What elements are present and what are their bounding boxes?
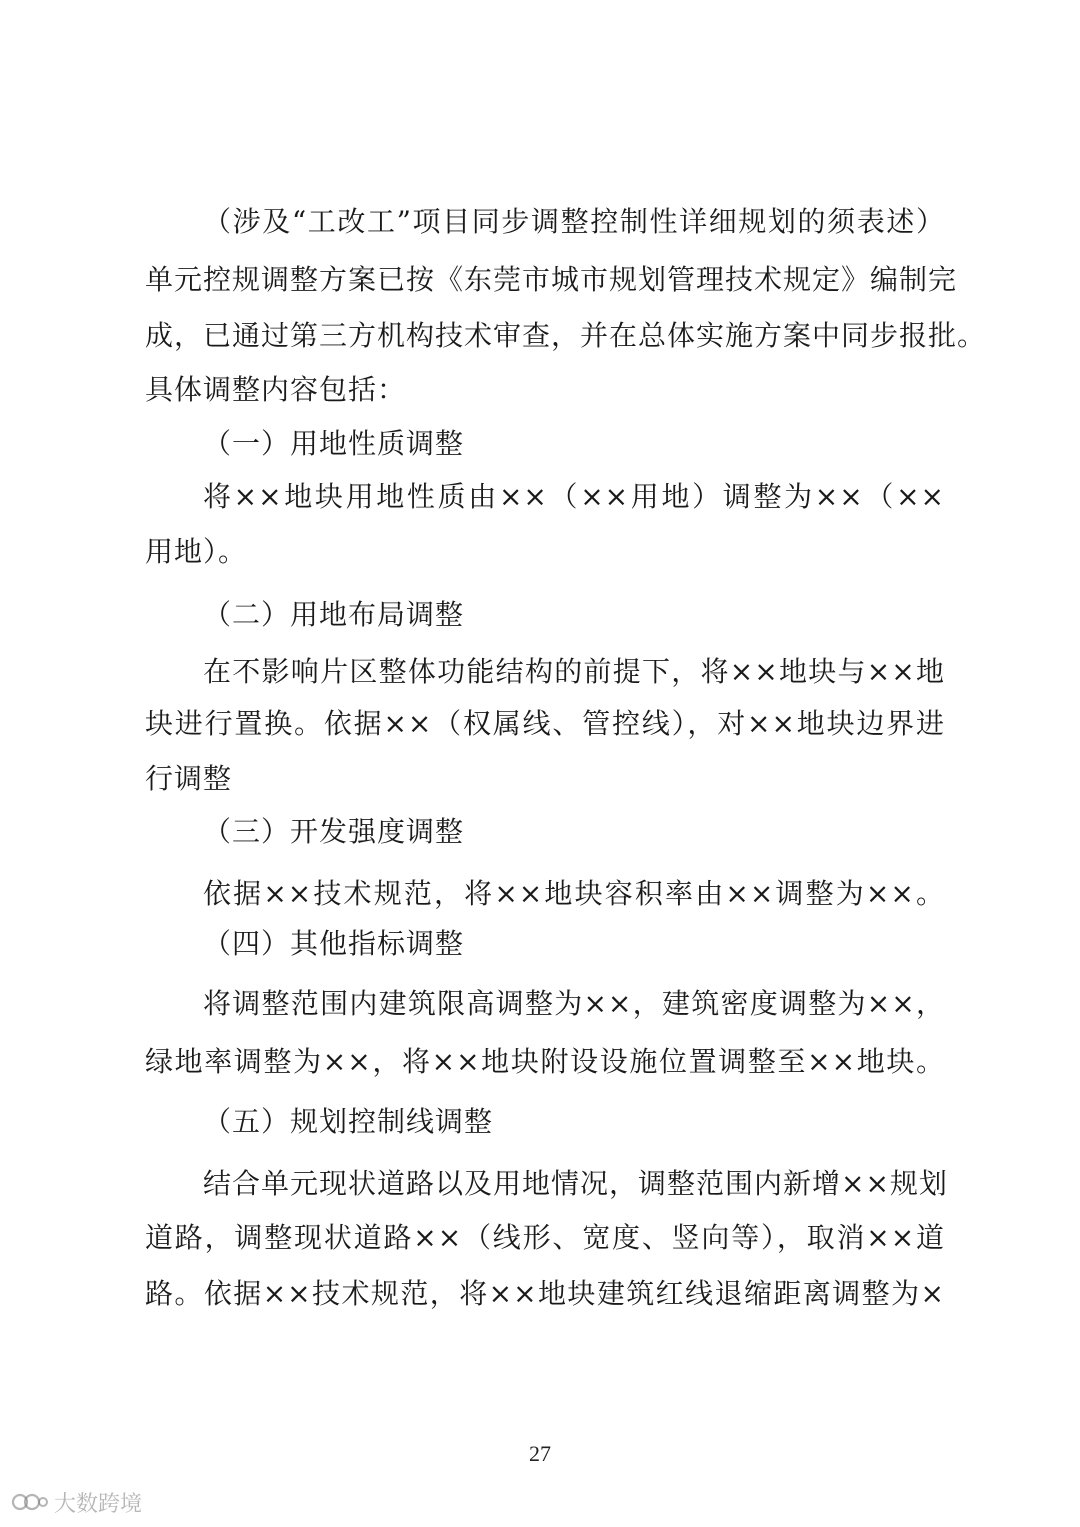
section-heading: （一）用地性质调整 <box>203 427 465 460</box>
paragraph-line: 结合单元现状道路以及用地情况，调整范围内新增××规划 <box>203 1167 948 1200</box>
paragraph-line: 块进行置换。依据××（权属线、管控线），对××地块边界进 <box>145 707 945 740</box>
paragraph-line: 成，已通过第三方机构技术审查，并在总体实施方案中同步报批。 <box>145 319 987 352</box>
paragraph-line: 具体调整内容包括： <box>145 373 407 406</box>
section-heading: （五）规划控制线调整 <box>203 1105 494 1138</box>
page-number: 27 <box>529 1441 551 1466</box>
watermark <box>10 1487 142 1517</box>
section-heading: （四）其他指标调整 <box>203 927 465 960</box>
watermark-logo-icon <box>10 1491 50 1513</box>
paragraph-line: 行调整 <box>145 762 233 795</box>
paragraph-line: 单元控规调整方案已按《东莞市城市规划管理技术规定》编制完 <box>145 263 958 296</box>
paragraph-line: 绿地率调整为××，将××地块附设设施位置调整至××地块。 <box>145 1045 945 1078</box>
paragraph-line: 道路，调整现状道路××（线形、宽度、竖向等），取消××道 <box>145 1221 945 1254</box>
watermark-text: 大数跨境 <box>54 1491 143 1517</box>
section-heading: （二）用地布局调整 <box>203 598 465 631</box>
paragraph-line: （涉及“工改工”项目同步调整控制性详细规划的须表述） <box>203 205 945 238</box>
paragraph-line: 将调整范围内建筑限高调整为××，建筑密度调整为××， <box>203 987 945 1020</box>
paragraph-line: 路。依据××技术规范，将××地块建筑红线退缩距离调整为× <box>145 1277 945 1310</box>
paragraph-line: 依据××技术规范，将××地块容积率由××调整为××。 <box>203 877 945 910</box>
paragraph-line: 用地）。 <box>145 535 248 568</box>
paragraph-line: 将××地块用地性质由××（××用地）调整为××（×× <box>203 480 945 513</box>
section-heading: （三）开发强度调整 <box>203 815 465 848</box>
paragraph-line: 在不影响片区整体功能结构的前提下，将××地块与××地 <box>203 655 945 688</box>
